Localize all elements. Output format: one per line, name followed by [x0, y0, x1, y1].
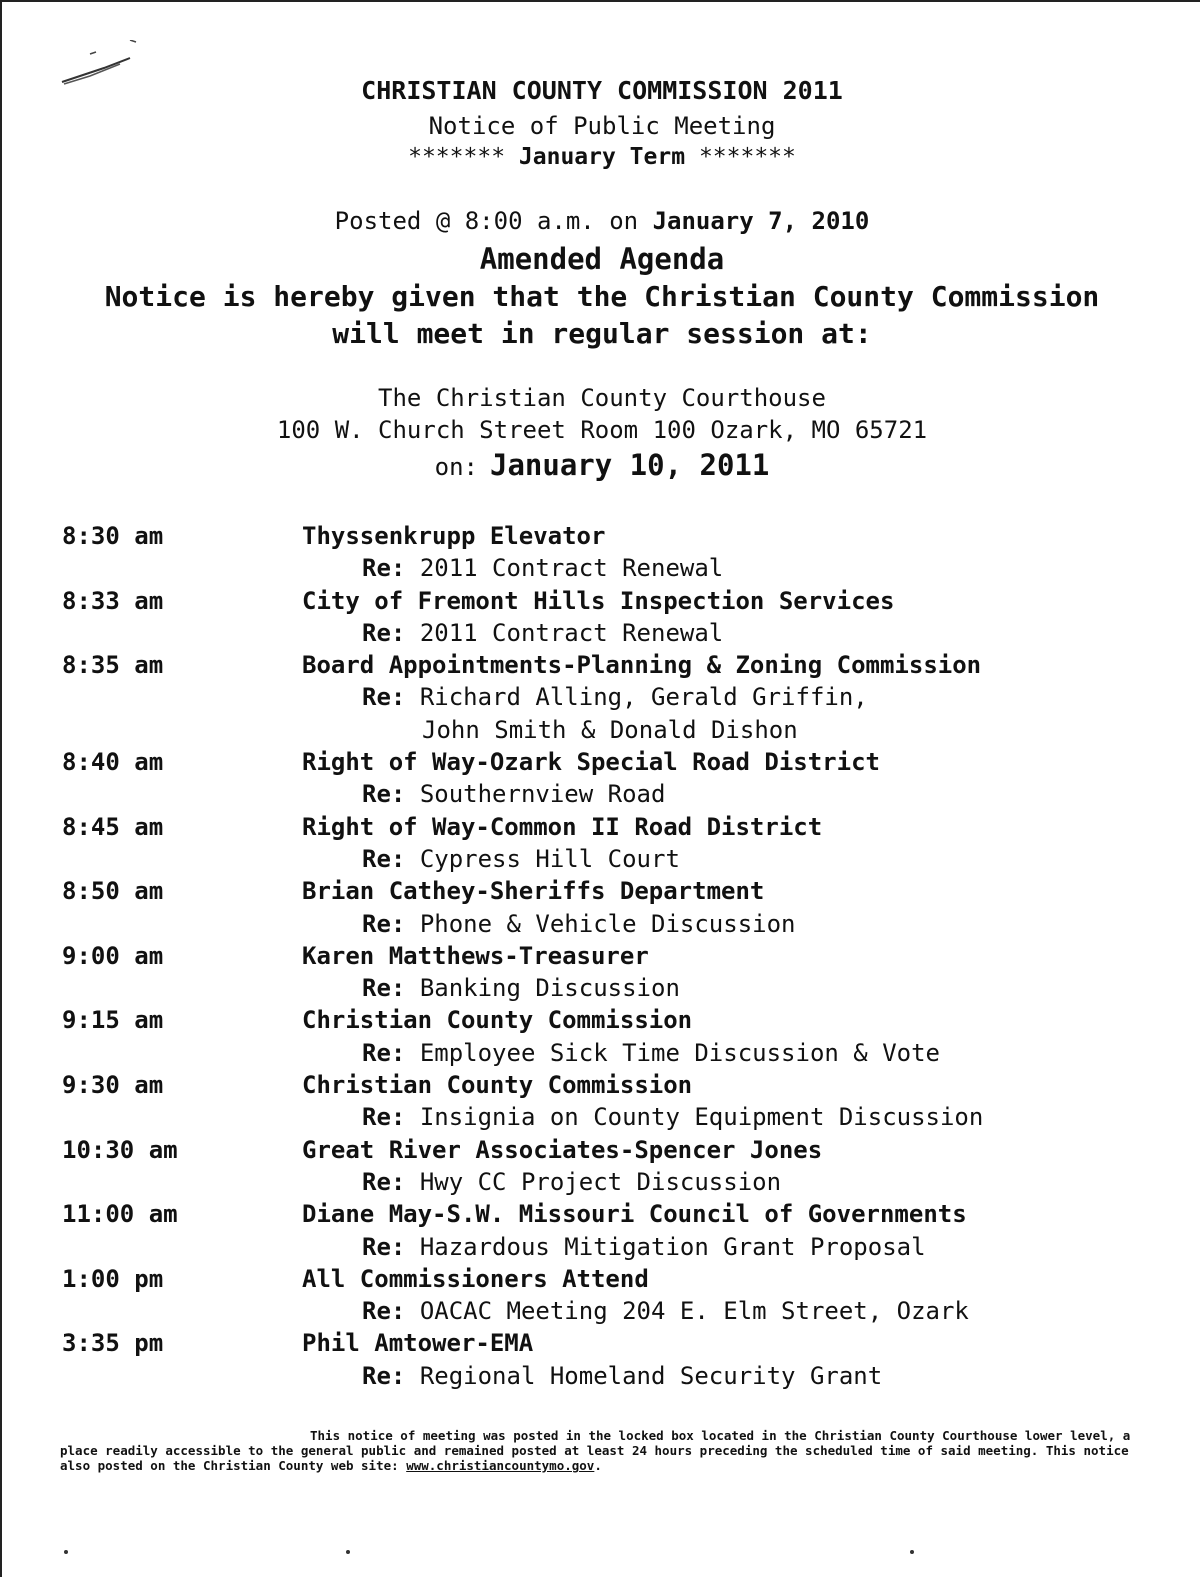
re-label: Re:: [362, 909, 406, 938]
re-label: Re:: [362, 1361, 406, 1390]
re-label: Re:: [362, 1103, 406, 1132]
agenda-presenter: Brian Cathey-Sheriffs Department: [302, 877, 765, 906]
agenda-subject: [362, 1101, 1162, 1133]
agenda-presenter: Great River Associates-Spencer Jones: [302, 1135, 823, 1164]
posting-notice-footer: [60, 1428, 1140, 1473]
agenda-subject: [362, 1166, 1162, 1198]
notice-line-1: Notice is hereby given that the Christian County Commission: [104, 280, 1100, 313]
agenda-time: 9:15 am: [62, 1006, 164, 1035]
agenda-subject-text: Hazardous Mitigation Grant Proposal: [419, 1232, 926, 1261]
website-link[interactable]: www.christiancountymo.gov: [406, 1458, 595, 1473]
agenda-subject-text: Phone & Vehicle Discussion: [419, 909, 796, 938]
agenda-subject: [362, 1360, 1162, 1392]
agenda-item: [62, 746, 1162, 811]
agenda-item: [62, 940, 1162, 1005]
agenda-subject: [362, 617, 1162, 649]
agenda-list: [62, 520, 1162, 1392]
agenda-subject: [362, 1037, 1162, 1069]
agenda-subject-text: Employee Sick Time Discussion & Vote: [419, 1038, 940, 1067]
scan-speck: [346, 1550, 350, 1554]
agenda-subject: [362, 972, 1162, 1004]
agenda-time: 9:30 am: [62, 1071, 164, 1100]
notice-line-2: will meet in regular session at:: [332, 317, 872, 350]
agenda-item: [62, 1134, 1162, 1199]
term-line: [2, 144, 1200, 170]
agenda-presenter: City of Fremont Hills Inspection Services: [302, 586, 895, 615]
scan-speck: [910, 1550, 914, 1554]
scan-speck: [64, 1550, 68, 1554]
agenda-subject-text: Richard Alling, Gerald Griffin,: [419, 683, 868, 712]
agenda-time: 8:35 am: [62, 651, 164, 680]
agenda-time: 8:50 am: [62, 877, 164, 906]
agenda-item: [62, 1004, 1162, 1069]
agenda-time: 1:00 pm: [62, 1264, 164, 1293]
agenda-subject: [362, 681, 1162, 713]
re-label: Re:: [362, 1232, 406, 1261]
agenda-presenter: Phil Amtower-EMA: [302, 1329, 534, 1358]
on-label: on:: [434, 453, 478, 481]
agenda-time: 3:35 pm: [62, 1329, 164, 1358]
agenda-time: 9:00 am: [62, 941, 164, 970]
agenda-subject-text: OACAC Meeting 204 E. Elm Street, Ozark: [419, 1297, 969, 1326]
agenda-time: 8:30 am: [62, 522, 164, 550]
location-line-2: 100 W. Church Street Room 100 Ozark, MO 65721: [276, 416, 928, 444]
location-line-1: The Christian County Courthouse: [378, 384, 826, 412]
document-title: CHRISTIAN COUNTY COMMISSION 2011: [361, 76, 843, 105]
agenda-item: [62, 585, 1162, 650]
posted-date: January 7, 2010: [652, 207, 870, 235]
re-label: Re:: [362, 974, 406, 1003]
re-label: Re:: [362, 618, 406, 647]
meeting-date-line: [2, 448, 1200, 482]
agenda-time: 8:40 am: [62, 748, 164, 777]
amended-heading: Amended Agenda: [479, 242, 725, 276]
agenda-presenter: Karen Matthews-Treasurer: [302, 941, 649, 970]
re-label: Re:: [362, 1167, 406, 1196]
agenda-item: [62, 1069, 1162, 1134]
agenda-presenter: Board Appointments-Planning & Zoning Commission: [302, 651, 982, 680]
re-label: Re:: [362, 1038, 406, 1067]
agenda-subject: [362, 908, 1162, 940]
re-label: Re:: [362, 683, 406, 712]
agenda-item: [62, 520, 1162, 585]
agenda-subject-text: Cypress Hill Court: [419, 844, 680, 873]
agenda-presenter: Diane May-S.W. Missouri Council of Governments: [302, 1200, 967, 1229]
term-stars-left: *******: [408, 144, 506, 170]
agenda-subject: [362, 843, 1162, 875]
agenda-item: [62, 649, 1162, 746]
agenda-presenter: All Commissioners Attend: [302, 1264, 649, 1293]
agenda-subject-text: 2011 Contract Renewal: [419, 554, 724, 583]
agenda-subject-text: Hwy CC Project Discussion: [419, 1167, 782, 1196]
re-label: Re:: [362, 1297, 406, 1326]
agenda-item: [62, 811, 1162, 876]
agenda-presenter: Christian County Commission: [302, 1006, 693, 1035]
term-stars-right: *******: [698, 144, 796, 170]
posted-prefix: Posted @ 8:00 a.m. on: [334, 207, 639, 235]
agenda-subject-text: Banking Discussion: [419, 974, 680, 1003]
footer-text: This notice of meeting was posted in the locked box located in the Christian County Courthouse lower level, a place readily accessible to the general public and remained posted at least 24 hours preceding the scheduled time of said meeting. This notice also posted on the Christian County web site:: [60, 1428, 1131, 1473]
agenda-time: 8:45 am: [62, 812, 164, 841]
agenda-presenter: Thyssenkrupp Elevator: [302, 522, 606, 550]
agenda-presenter: Right of Way-Common II Road District: [302, 812, 823, 841]
footer-end: .: [594, 1458, 602, 1473]
re-label: Re:: [362, 554, 406, 583]
agenda-subject-text: Regional Homeland Security Grant: [419, 1361, 883, 1390]
agenda-presenter: Christian County Commission: [302, 1071, 693, 1100]
agenda-time: 8:33 am: [62, 586, 164, 615]
agenda-subject-text: Insignia on County Equipment Discussion: [419, 1103, 984, 1132]
meeting-date: January 10, 2011: [490, 448, 770, 482]
agenda-item: [62, 875, 1162, 940]
agenda-subject: [362, 1231, 1162, 1263]
term-label: January Term: [518, 144, 686, 170]
agenda-item: [62, 1263, 1162, 1328]
agenda-subject-text: 2011 Contract Renewal: [419, 618, 724, 647]
agenda-subject-continued: John Smith & Donald Dishon: [422, 715, 798, 744]
document-subtitle: Notice of Public Meeting: [428, 112, 776, 140]
agenda-presenter: Right of Way-Ozark Special Road District: [302, 748, 880, 777]
agenda-subject-text: Southernview Road: [419, 780, 666, 809]
agenda-subject: [362, 552, 1162, 584]
agenda-subject: [362, 1295, 1162, 1327]
agenda-time: 10:30 am: [62, 1135, 178, 1164]
posted-line: [2, 207, 1200, 235]
agenda-time: 11:00 am: [62, 1200, 178, 1229]
agenda-item: [62, 1327, 1162, 1392]
re-label: Re:: [362, 780, 406, 809]
re-label: Re:: [362, 844, 406, 873]
agenda-subject: [362, 778, 1162, 810]
agenda-item: [62, 1198, 1162, 1263]
